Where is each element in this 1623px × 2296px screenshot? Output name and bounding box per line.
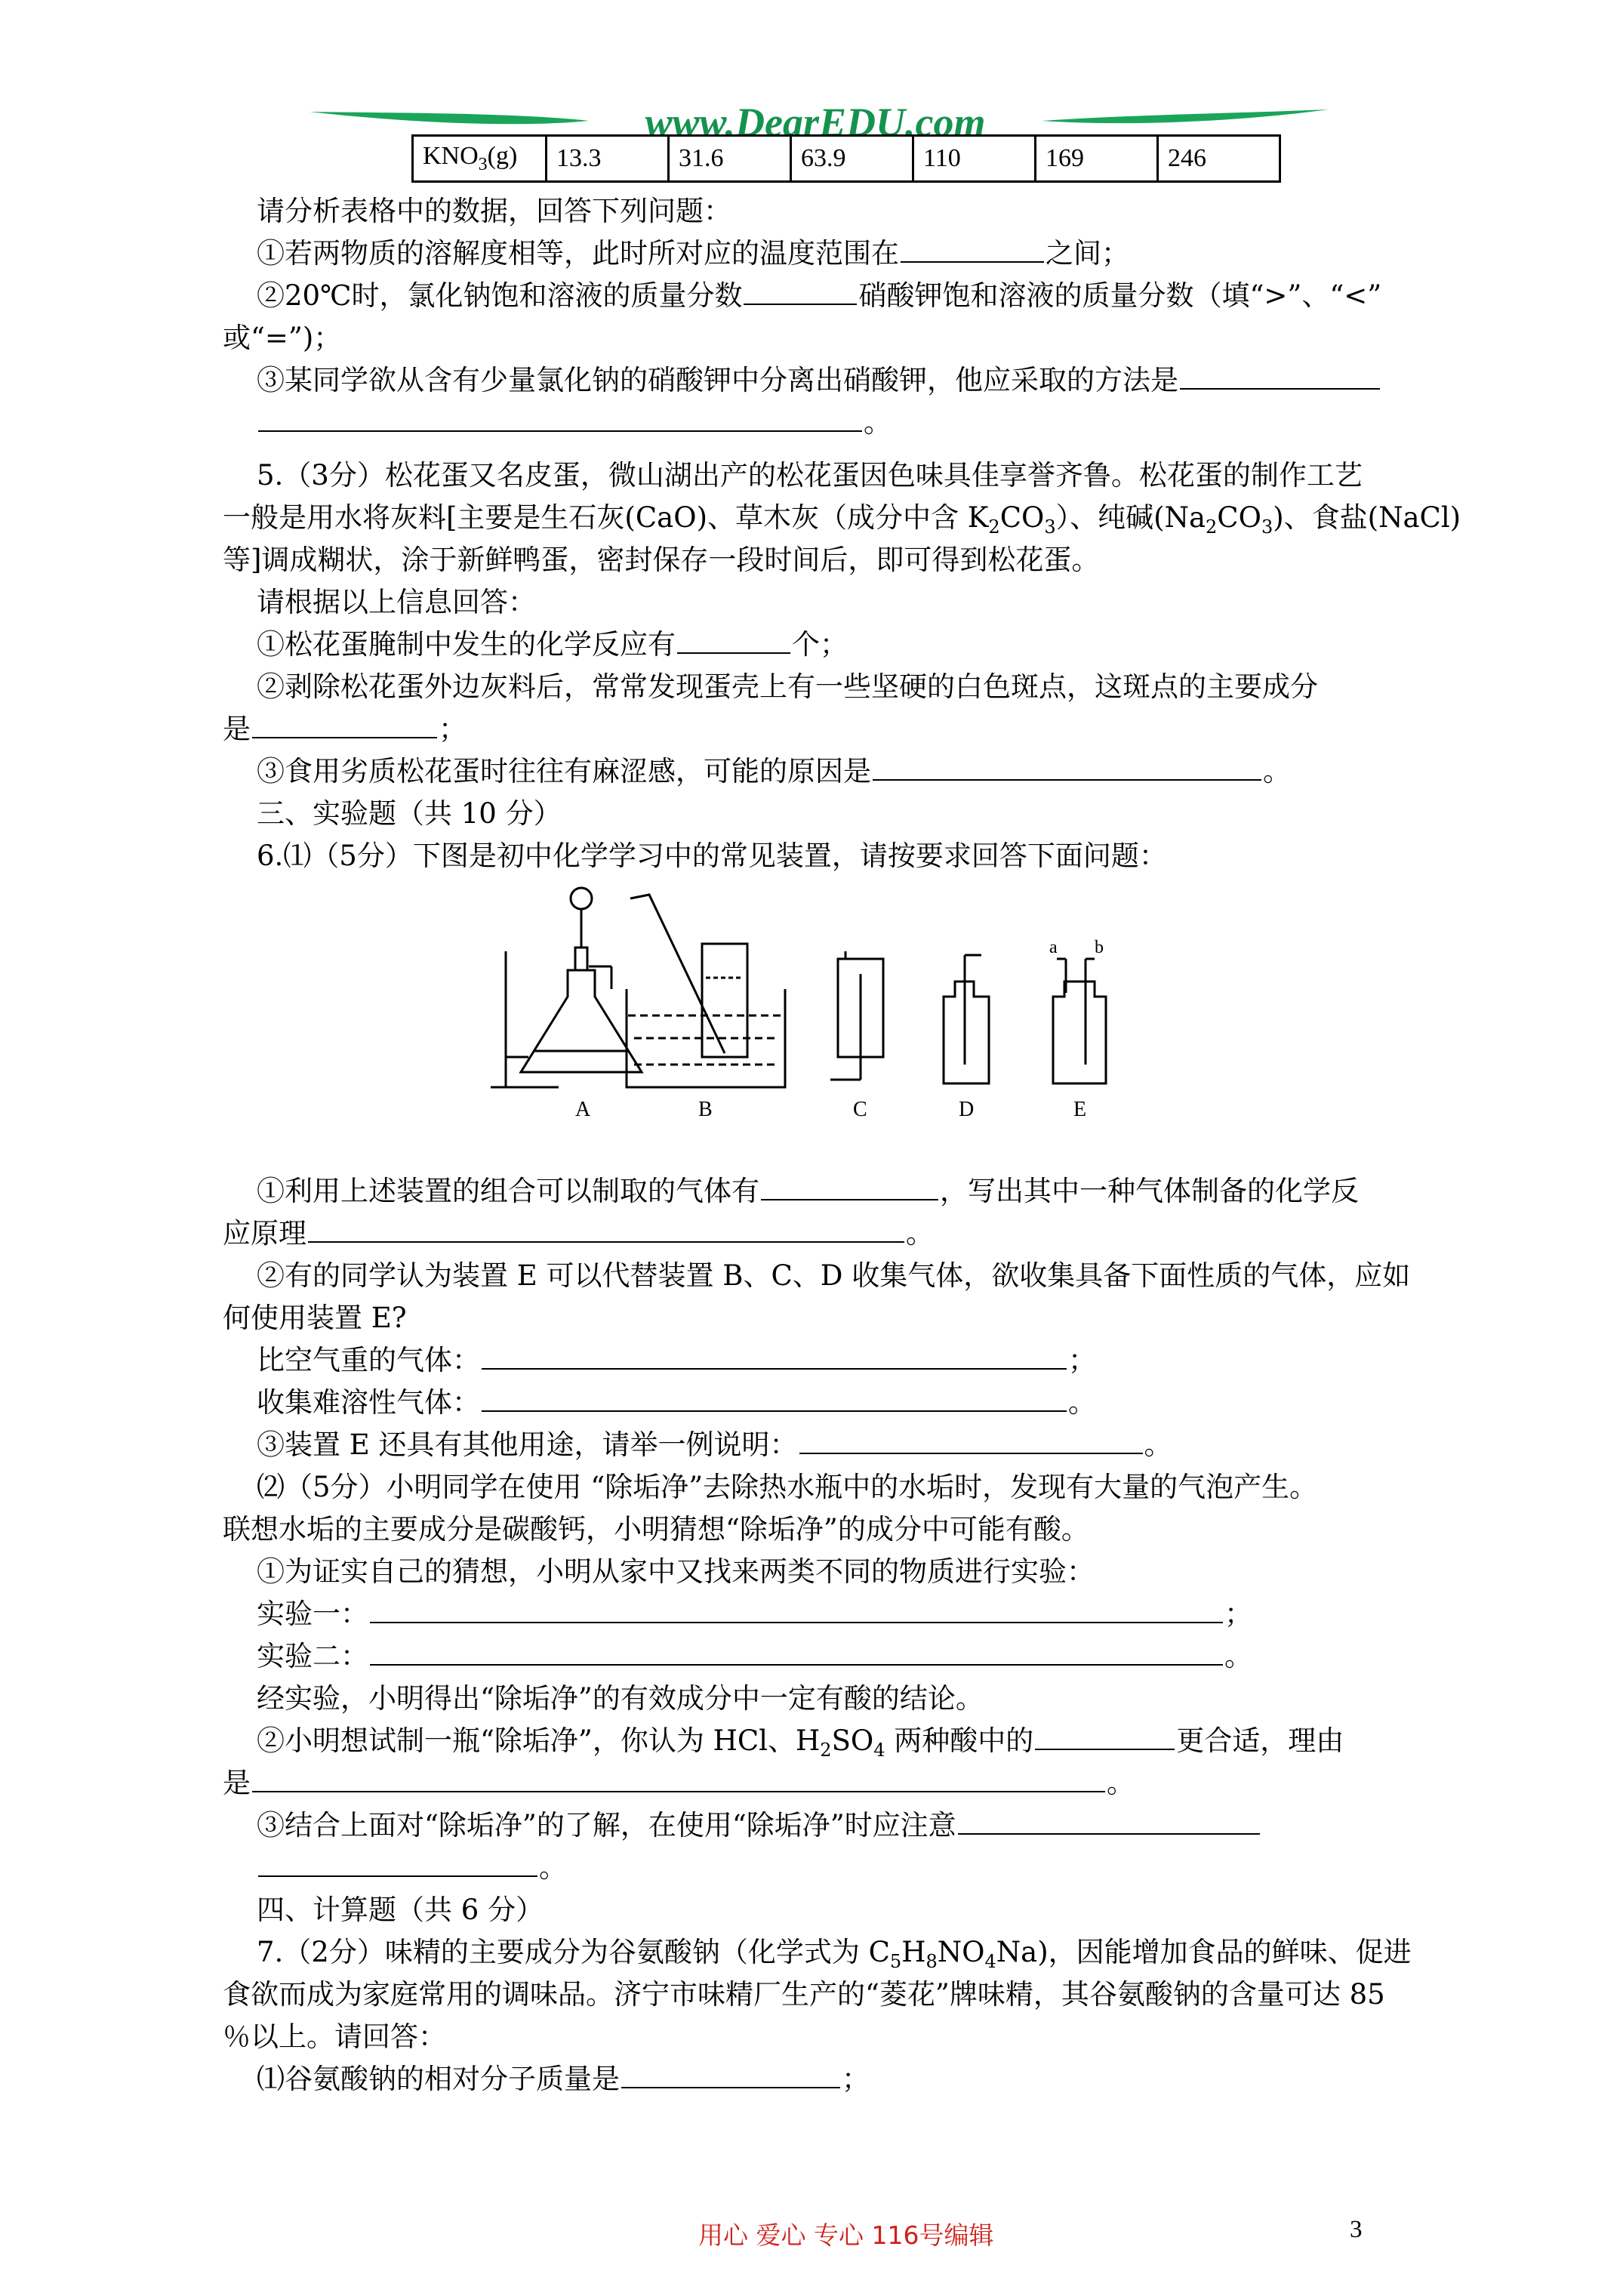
q6-part3: ③装置 E 还具有其他用途，请举一例说明： 。: [257, 1428, 1172, 1461]
apparatus-a-flask-icon: [491, 888, 642, 1087]
answer-blank[interactable]: [744, 278, 857, 305]
apparatus-c-bottle-icon: [830, 951, 883, 1080]
site-header-banner: [0, 0, 1623, 143]
section-title: 四、计算题（共 6 分）: [257, 1894, 544, 1926]
q5-part2-cont: 是 ；: [223, 713, 467, 745]
table-row-label: $KNO_3(g)$: [413, 136, 547, 182]
answer-blank[interactable]: [799, 1427, 1143, 1454]
apparatus-d-bottle-icon: [944, 955, 989, 1083]
answer-blank[interactable]: [677, 627, 790, 654]
experiment-1: 实验一： ；: [257, 1598, 1252, 1630]
answer-blank[interactable]: [761, 1173, 938, 1200]
q5-line4: 请根据以上信息回答：: [257, 586, 536, 618]
table-cell: 110: [913, 136, 1036, 182]
tube-label-b: b: [1095, 938, 1104, 957]
q4-part3: ③某同学欲从含有少量氯化钠的硝酸钾中分离出硝酸钾，他应采取的方法是: [257, 359, 1381, 402]
apparatus-label: B: [698, 1098, 713, 1121]
page-number: 3: [1350, 2216, 1363, 2243]
apparatus-label: C: [853, 1098, 867, 1121]
q6-2-step2: ②小明想试制一瓶“除垢净”，你认为 HCl、$H_2SO_4$ 两种酸中的 更合适，理由: [257, 1724, 1344, 1761]
q4-part3-cont: 。: [257, 402, 892, 444]
site-url: www.DearEDU.com: [645, 100, 986, 143]
section-title: 三、实验题（共 10 分）: [257, 797, 562, 830]
answer-blank[interactable]: [482, 1385, 1067, 1412]
answer-blank[interactable]: [1035, 1723, 1175, 1750]
q6-2-step2-cont: 是 。: [223, 1767, 1135, 1799]
footer-text: 用心 爱心 专心 116号编辑: [698, 2220, 994, 2250]
q6-part2: ②有的同学认为装置 E 可以代替装置 B、C、D 收集气体，欲收集具备下面性质的气体，应如: [257, 1259, 1411, 1292]
q4-part2-cont: 或“=”)；: [223, 322, 342, 354]
q6-2-line2: 联想水垢的主要成分是碳酸钙，小明猜想“除垢净”的成分中可能有酸。: [223, 1513, 1089, 1546]
q6-part2-insoluble: 收集难溶性气体： 。: [257, 1386, 1096, 1419]
answer-blank[interactable]: [370, 1638, 1223, 1666]
table-cell: 169: [1036, 136, 1158, 182]
q6-part2-heavier: 比空气重的气体： ；: [257, 1344, 1096, 1376]
q5-part2: ②剥除松花蛋外边灰料后，常常发现蛋壳上有一些坚硬的白色斑点，这斑点的主要成分: [257, 670, 1318, 703]
apparatus-label: A: [575, 1098, 591, 1121]
answer-blank[interactable]: [901, 236, 1044, 263]
table-row: [413, 136, 1280, 182]
solubility-table-row: [411, 134, 1281, 183]
answer-blank[interactable]: [252, 1765, 1105, 1792]
apparatus-b-trough-icon: [627, 895, 785, 1087]
q5-part1: ①松花蛋腌制中发生的化学反应有 个；: [257, 628, 848, 661]
q5-line1: 5.（3分）松花蛋又名皮蛋，微山湖出产的松花蛋因色味具佳享誉齐鲁。松花蛋的制作工艺: [257, 459, 1363, 492]
q6-2-conclusion: 经实验，小明得出“除垢净”的有效成分中一定有酸的结论。: [257, 1682, 984, 1715]
q4-part2: ②20℃时，氯化钠饱和溶液的质量分数 硝酸钾饱和溶液的质量分数（填“>”、“<”: [257, 279, 1382, 312]
q5-part3: ③食用劣质松花蛋时往往有麻涩感，可能的原因是 。: [257, 755, 1291, 787]
q7-line2: 食欲而成为家庭常用的调味品。济宁市味精厂生产的“菱花”牌味精，其谷氨酸钠的含量可达 85: [223, 1978, 1385, 2011]
apparatus-label: E: [1073, 1098, 1087, 1121]
answer-blank[interactable]: [308, 1216, 904, 1243]
apparatus-e-gas-bottle-icon: [1053, 959, 1106, 1083]
answer-blank[interactable]: [482, 1342, 1067, 1370]
table-cell: 13.3: [547, 136, 669, 182]
q4-intro: 请分析表格中的数据，回答下列问题：: [257, 195, 731, 227]
apparatus-label: D: [959, 1098, 975, 1121]
q7-part1: ⑴谷氨酸钠的相对分子质量是 ；: [257, 2063, 870, 2095]
q6-2-step1: ①为证实自己的猜想，小明从家中又找来两类不同的物质进行实验：: [257, 1555, 1095, 1588]
q6-part1-cont: 应原理 。: [223, 1217, 934, 1250]
q6-2-line1: ⑵（5分）小明同学在使用 “除垢净”去除热水瓶中的水垢时，发现有大量的气泡产生。: [257, 1471, 1318, 1503]
q5-line3: 等]调成糊状，涂于新鲜鸭蛋，密封保存一段时间后，即可得到松花蛋。: [223, 544, 1100, 576]
answer-blank[interactable]: [958, 1808, 1260, 1835]
q4-part1: ①若两物质的溶解度相等，此时所对应的温度范围在 之间；: [257, 237, 1129, 270]
q6-2-step3-cont: 。: [257, 1847, 567, 1889]
answer-blank[interactable]: [370, 1596, 1223, 1623]
q6-part1: ①利用上述装置的组合可以制取的气体有 ，写出其中一种气体制备的化学反: [257, 1175, 1359, 1207]
answer-blank[interactable]: [252, 711, 437, 738]
answer-blank[interactable]: [1180, 362, 1380, 390]
q7-line1: 7.（2分）味精的主要成分为谷氨酸钠（化学式为 $C_5H_8NO_4Na$)，因能增加食品的鲜味、促进: [257, 1936, 1412, 1972]
experiment-2: 实验二： 。: [257, 1640, 1252, 1672]
q5-line2: 一般是用水将灰料[主要是生石灰(CaO)、草木灰（成分中含 $K_2CO_3$）、纯碱$(Na_2CO_3)$、食盐(NaCl): [223, 501, 1461, 538]
answer-blank[interactable]: [258, 1850, 537, 1877]
apparatus-diagram: [453, 883, 1170, 1125]
table-cell: 246: [1158, 136, 1280, 182]
q6-intro: 6.⑴（5分）下图是初中化学学习中的常见装置，请按要求回答下面问题：: [257, 840, 1167, 872]
answer-blank[interactable]: [873, 754, 1261, 781]
answer-blank[interactable]: [621, 2061, 840, 2088]
q7-line3: ％以上。请回答：: [223, 2020, 446, 2053]
q6-2-step3: ③结合上面对“除垢净”的了解，在使用“除垢净”时应注意: [257, 1804, 1261, 1847]
tube-label-a: a: [1049, 938, 1058, 957]
table-cell: 63.9: [791, 136, 913, 182]
answer-blank[interactable]: [258, 405, 862, 432]
q6-part2-cont: 何使用装置 E?: [223, 1302, 407, 1334]
table-cell: 31.6: [669, 136, 791, 182]
